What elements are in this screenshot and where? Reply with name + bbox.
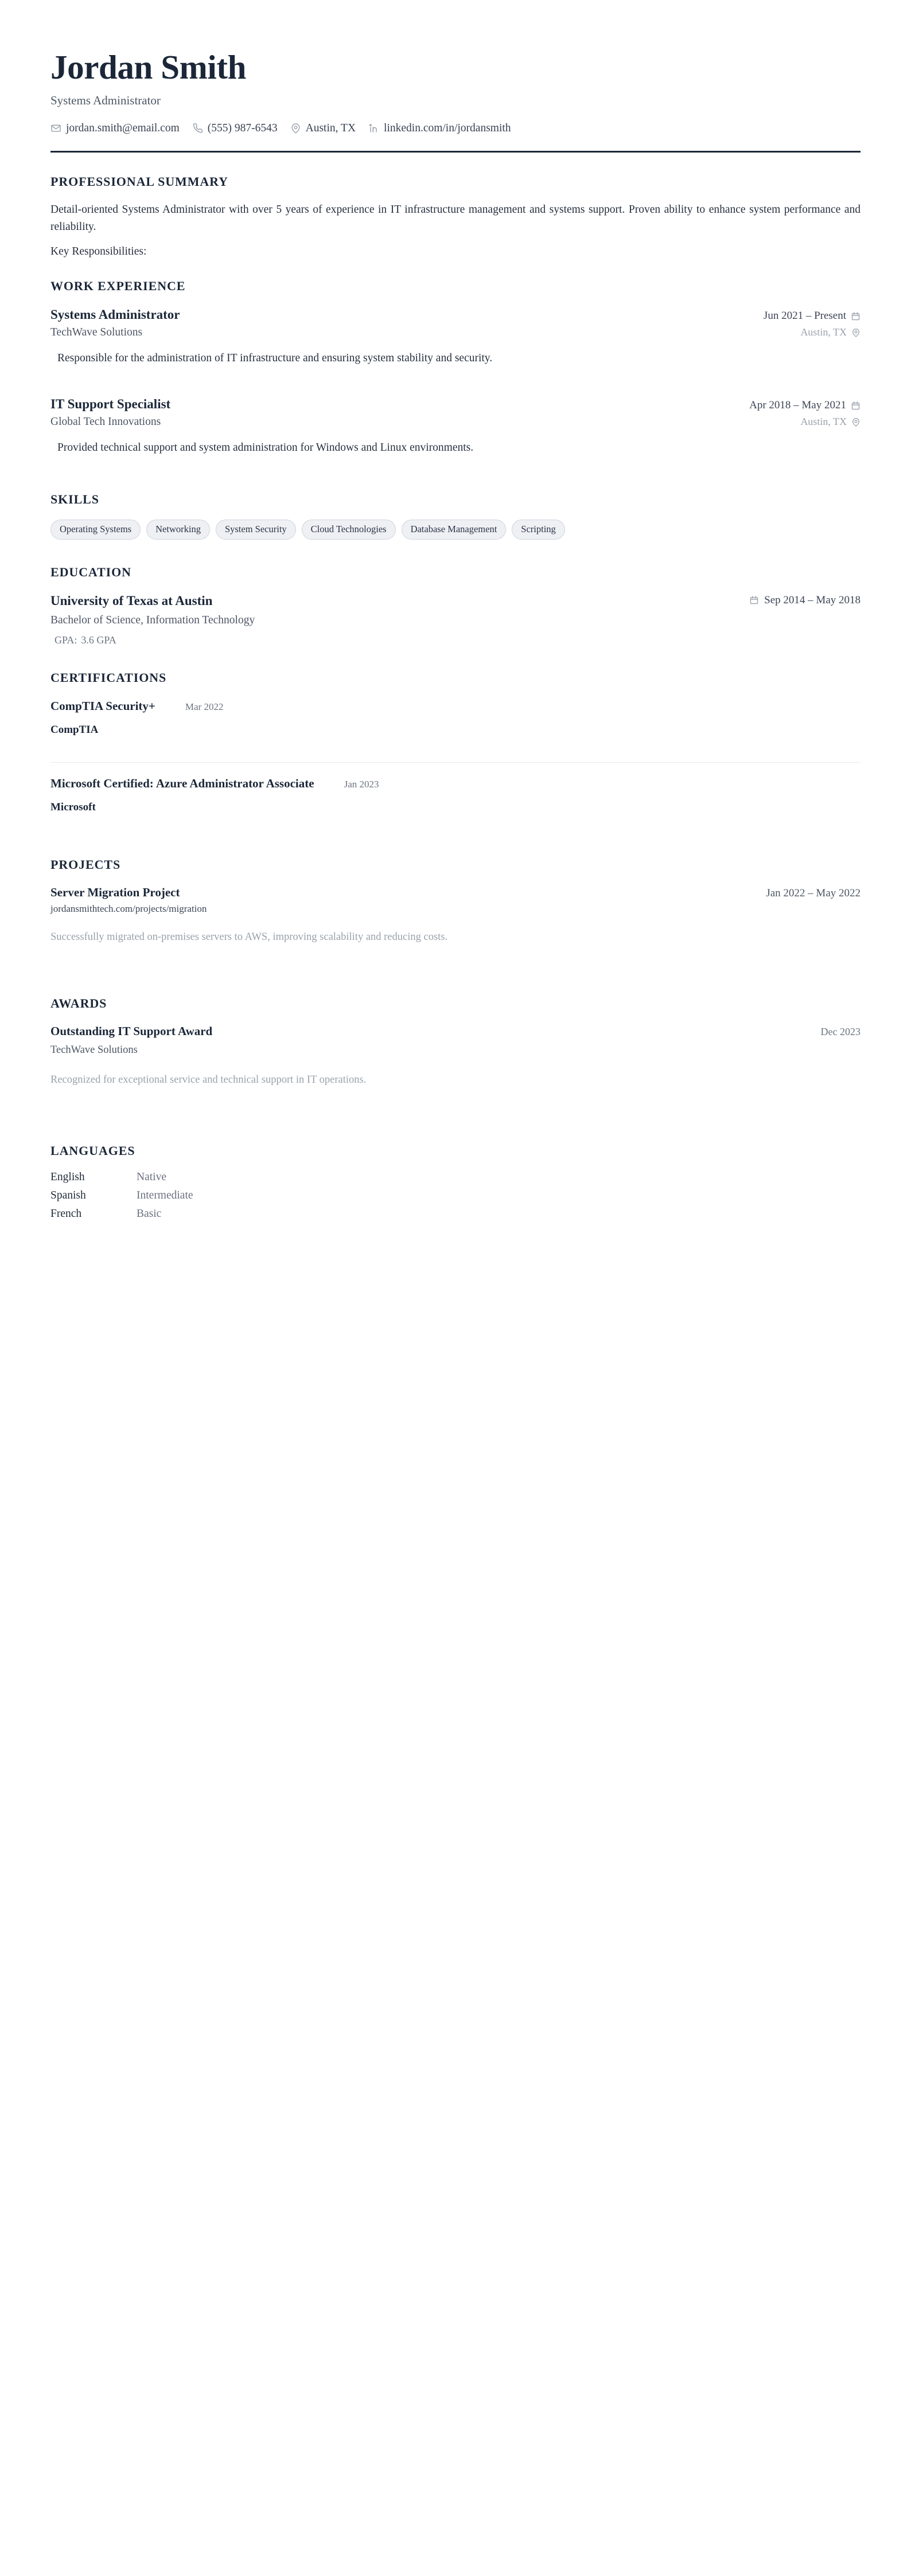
work-company: TechWave Solutions <box>50 326 143 339</box>
map-pin-icon <box>290 123 301 134</box>
work-entry-subheader <box>50 416 861 428</box>
award-entry <box>50 1024 861 1088</box>
contact-linkedin[interactable] <box>368 122 511 134</box>
envelope-icon <box>50 123 61 134</box>
candidate-name: Jordan Smith <box>50 48 247 86</box>
project-entry <box>50 885 861 946</box>
certification-date: Mar 2022 <box>185 701 224 713</box>
education-date-text: Sep 2014 – May 2018 <box>764 594 861 606</box>
certification-name: CompTIA Security+ <box>50 699 155 713</box>
education-degree: Bachelor of Science, Information Technology <box>50 614 255 627</box>
section-languages <box>50 1143 861 1295</box>
contact-linkedin-text: linkedin.com/in/jordansmith <box>384 122 511 135</box>
resume-header <box>50 48 861 153</box>
skill-pill: Scripting <box>512 520 565 540</box>
work-date <box>764 310 861 322</box>
education-gpa-value: 3.6 GPA <box>81 634 116 646</box>
work-date-text: Jun 2021 – Present <box>763 310 846 322</box>
calendar-icon <box>851 401 861 411</box>
phone-icon <box>192 123 203 134</box>
work-entry-subheader <box>50 326 861 339</box>
language-row <box>50 1208 861 1220</box>
section-title-work: WORK EXPERIENCE <box>50 279 186 294</box>
spacer <box>50 367 861 383</box>
section-professional-summary <box>50 174 861 258</box>
languages-list <box>50 1171 861 1220</box>
section-certifications <box>50 670 861 814</box>
project-link[interactable]: jordansmithtech.com/projects/migration <box>50 903 207 915</box>
section-title-certifications: CERTIFICATIONS <box>50 670 167 685</box>
certification-issuer: Microsoft <box>50 801 96 814</box>
work-entry-header <box>50 396 861 413</box>
language-name: French <box>50 1207 82 1220</box>
section-title-projects: PROJECTS <box>50 857 121 872</box>
project-description: Successfully migrated on-premises servers to AWS, improving scalability and reducing costs. <box>50 931 448 943</box>
language-level: Basic <box>137 1207 162 1220</box>
work-date <box>749 399 861 412</box>
candidate-job-title: Systems Administrator <box>50 93 161 108</box>
contact-row <box>50 122 861 134</box>
contact-email[interactable] <box>50 122 180 134</box>
section-title-summary: PROFESSIONAL SUMMARY <box>50 174 228 189</box>
linkedin-icon <box>368 123 379 134</box>
work-location-text: Austin, TX <box>800 416 847 428</box>
award-header <box>50 1024 861 1039</box>
work-job-title: IT Support Specialist <box>50 397 171 412</box>
project-name: Server Migration Project <box>50 885 180 900</box>
work-description: Responsible for the administration of IT infrastructure and ensuring system stability and security. <box>57 352 493 365</box>
language-row <box>50 1171 861 1184</box>
key-responsibilities-label: Key Responsibilities: <box>50 245 147 258</box>
certification-header <box>50 699 861 713</box>
education-entry-header <box>50 593 861 610</box>
skills-list <box>50 520 861 540</box>
work-location <box>800 326 861 338</box>
education-school: University of Texas at Austin <box>50 594 213 608</box>
section-title-skills: SKILLS <box>50 492 99 507</box>
skill-pill: Networking <box>146 520 210 540</box>
calendar-icon <box>851 311 861 321</box>
section-work-experience <box>50 279 861 456</box>
section-skills <box>50 492 861 540</box>
award-issuer: TechWave Solutions <box>50 1044 138 1056</box>
certification-name: Microsoft Certified: Azure Administrator Associate <box>50 776 314 791</box>
work-job-title: Systems Administrator <box>50 307 180 322</box>
work-company: Global Tech Innovations <box>50 416 161 428</box>
contact-location-text: Austin, TX <box>305 122 356 135</box>
work-location-text: Austin, TX <box>800 326 847 338</box>
skill-pill: Cloud Technologies <box>302 520 396 540</box>
work-date-text: Apr 2018 – May 2021 <box>749 399 846 412</box>
certification-date: Jan 2023 <box>344 779 379 790</box>
section-title-awards: AWARDS <box>50 996 107 1010</box>
education-date <box>749 594 861 607</box>
section-projects <box>50 857 861 946</box>
education-entry <box>50 593 861 646</box>
skill-pill: System Security <box>216 520 296 540</box>
work-entry-header <box>50 307 861 323</box>
map-pin-icon <box>851 328 861 337</box>
language-level: Intermediate <box>137 1189 193 1201</box>
education-gpa <box>54 634 861 646</box>
skill-pill: Operating Systems <box>50 520 141 540</box>
language-name: English <box>50 1170 85 1183</box>
calendar-icon <box>749 595 759 605</box>
certification-header <box>50 776 861 791</box>
section-title-languages: LANGUAGES <box>50 1143 135 1158</box>
award-description: Recognized for exceptional service and technical support in IT operations. <box>50 1074 367 1086</box>
certification-entry <box>50 699 861 736</box>
contact-location <box>290 122 356 134</box>
contact-phone[interactable] <box>192 122 278 134</box>
project-header <box>50 885 861 900</box>
work-entry <box>50 396 861 456</box>
language-row <box>50 1189 861 1202</box>
certification-issuer: CompTIA <box>50 724 99 736</box>
award-name: Outstanding IT Support Award <box>50 1024 213 1038</box>
summary-text: Detail-oriented Systems Administrator with over 5 years of experience in IT infrastructure management and systems support. Proven ability to enhance system performance and reliability. <box>50 203 861 233</box>
section-awards <box>50 996 861 1088</box>
certification-divider <box>50 762 861 763</box>
section-education <box>50 565 861 646</box>
contact-email-text: jordan.smith@email.com <box>66 122 180 135</box>
contact-phone-text: (555) 987-6543 <box>207 122 278 135</box>
education-gpa-label: GPA: <box>54 634 77 646</box>
certification-entry <box>50 776 861 814</box>
language-level: Native <box>137 1170 166 1183</box>
work-location <box>800 416 861 428</box>
section-title-education: EDUCATION <box>50 565 131 580</box>
header-divider <box>50 151 861 153</box>
award-date: Dec 2023 <box>820 1025 861 1037</box>
map-pin-icon <box>851 417 861 427</box>
work-entry <box>50 307 861 367</box>
skill-pill: Database Management <box>402 520 507 540</box>
work-description: Provided technical support and system administration for Windows and Linux environments. <box>57 442 474 454</box>
language-name: Spanish <box>50 1189 86 1201</box>
project-date: Jan 2022 – May 2022 <box>766 887 861 900</box>
